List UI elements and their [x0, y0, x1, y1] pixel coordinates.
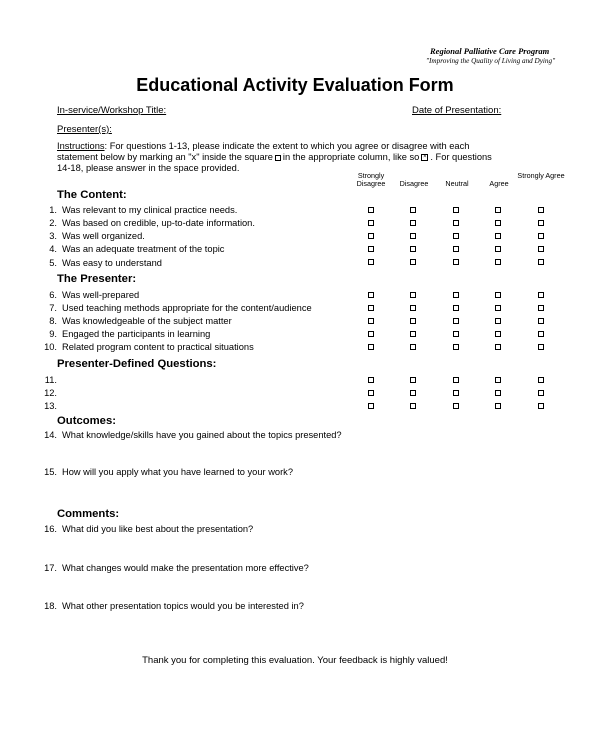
open-question: [36, 524, 253, 534]
rated-question: [36, 329, 210, 339]
section-presenter: The Presenter:: [57, 273, 137, 285]
empty-square-icon: [275, 155, 281, 161]
rating-checkbox[interactable]: [453, 331, 459, 337]
question-text: Related program content to practical situations: [62, 342, 254, 352]
rating-checkbox[interactable]: [368, 220, 374, 226]
rating-checkbox[interactable]: [538, 331, 544, 337]
rating-checkbox[interactable]: [410, 259, 416, 265]
form-title: Educational Activity Evaluation Form: [136, 75, 454, 95]
rating-checkbox[interactable]: [495, 377, 501, 383]
rating-checkbox[interactable]: [495, 292, 501, 298]
open-question: [36, 563, 309, 573]
rating-checkbox[interactable]: [368, 390, 374, 396]
rating-checkbox[interactable]: [368, 207, 374, 213]
instructions-label: Instructions: [57, 141, 105, 151]
rating-checkbox[interactable]: [453, 318, 459, 324]
rating-checkbox[interactable]: [538, 318, 544, 324]
question-number: 18.: [44, 601, 57, 611]
open-question: [36, 467, 293, 477]
rated-question: [36, 342, 254, 352]
rating-checkbox[interactable]: [368, 292, 374, 298]
section-comments: Comments:: [57, 508, 120, 520]
rating-checkbox[interactable]: [538, 259, 544, 265]
instructions-text-c: . For questions 14-18, please answer in the space provided.: [57, 152, 492, 173]
rating-checkbox[interactable]: [410, 246, 416, 252]
rating-checkbox[interactable]: [495, 233, 501, 239]
rating-checkbox[interactable]: [368, 344, 374, 350]
question-text: Was knowledgeable of the subject matter: [62, 316, 232, 326]
question-text: Engaged the participants in learning: [62, 329, 211, 339]
question-text: Was based on credible, up-to-date information.: [62, 218, 255, 228]
rating-checkbox[interactable]: [538, 344, 544, 350]
rating-checkbox[interactable]: [410, 403, 416, 409]
rated-question: [36, 303, 312, 313]
rating-checkbox[interactable]: [368, 246, 374, 252]
rating-checkbox[interactable]: [538, 377, 544, 383]
rated-question: [36, 375, 62, 385]
question-text: Was well-prepared: [62, 290, 140, 300]
rating-checkbox[interactable]: [538, 390, 544, 396]
rating-checkbox[interactable]: [453, 246, 459, 252]
workshop-title-field[interactable]: In-service/Workshop Title:: [57, 105, 167, 116]
question-text: What changes would make the presentation more effective?: [62, 563, 309, 573]
rated-question: [36, 218, 255, 228]
org-name: Regional Palliative Care Program: [430, 46, 550, 56]
open-question: [36, 430, 342, 440]
rated-question: [36, 244, 224, 254]
question-number: 12.: [44, 388, 57, 398]
rating-checkbox[interactable]: [538, 403, 544, 409]
question-number: 6.: [49, 290, 57, 300]
rating-checkbox[interactable]: [453, 259, 459, 265]
rating-checkbox[interactable]: [368, 331, 374, 337]
instructions-text-b: in the appropriate column, like so: [282, 152, 420, 162]
section-content: The Content:: [57, 189, 127, 201]
rating-checkbox[interactable]: [453, 220, 459, 226]
rating-checkbox[interactable]: [410, 331, 416, 337]
question-number: 9.: [49, 329, 57, 339]
rating-checkbox[interactable]: [495, 305, 501, 311]
col-agree: Agree: [489, 179, 509, 188]
rating-checkbox[interactable]: [538, 207, 544, 213]
rating-checkbox[interactable]: [495, 220, 501, 226]
rating-checkbox[interactable]: [410, 220, 416, 226]
rated-question: [36, 205, 237, 215]
rated-question: [36, 258, 162, 268]
rating-checkbox[interactable]: [495, 207, 501, 213]
question-number: 14.: [44, 430, 57, 440]
instructions-text-a: : For questions 1-13, please indicate the extent to which you agree or disagree with each statement below by marking an "x" inside the square: [57, 141, 470, 162]
rating-checkbox[interactable]: [410, 377, 416, 383]
rating-checkbox[interactable]: [538, 305, 544, 311]
question-text: Was an adequate treatment of the topic: [62, 244, 225, 254]
rated-question: [36, 388, 62, 398]
rating-checkbox[interactable]: [495, 246, 501, 252]
section-outcomes: Outcomes:: [57, 415, 117, 427]
question-text: Was well organized.: [62, 231, 145, 241]
org-tagline: "Improving the Quality of Living and Dying": [426, 57, 556, 65]
rating-checkbox[interactable]: [410, 344, 416, 350]
question-text: What knowledge/skills have you gained about the topics presented?: [62, 430, 342, 440]
rating-checkbox[interactable]: [538, 220, 544, 226]
rating-checkbox[interactable]: [368, 305, 374, 311]
rated-question: [36, 231, 145, 241]
question-number: 17.: [44, 563, 57, 573]
open-question: [36, 601, 304, 611]
rating-checkbox[interactable]: [410, 305, 416, 311]
question-text: What other presentation topics would you be interested in?: [62, 601, 304, 611]
rating-checkbox[interactable]: [495, 390, 501, 396]
col-strongly-disagree: Strongly Disagree: [356, 171, 386, 188]
rating-checkbox[interactable]: [453, 390, 459, 396]
rating-checkbox[interactable]: [410, 318, 416, 324]
rating-checkbox[interactable]: [495, 318, 501, 324]
rated-question: [36, 290, 139, 300]
rated-question: [36, 316, 232, 326]
rating-checkbox[interactable]: [453, 377, 459, 383]
rating-checkbox[interactable]: [368, 233, 374, 239]
question-number: 3.: [49, 231, 57, 241]
rating-checkbox[interactable]: [410, 207, 416, 213]
rating-checkbox[interactable]: [410, 292, 416, 298]
question-text: How will you apply what you have learned to your work?: [62, 467, 293, 477]
section-presenter-defined: Presenter-Defined Questions:: [57, 358, 217, 370]
question-text: Was easy to understand: [62, 258, 162, 268]
question-number: 13.: [44, 401, 57, 411]
rating-checkbox[interactable]: [453, 292, 459, 298]
rating-checkbox[interactable]: [453, 403, 459, 409]
question-text: What did you like best about the presentation?: [62, 524, 254, 534]
rating-checkbox[interactable]: [538, 246, 544, 252]
rating-checkbox[interactable]: [368, 259, 374, 265]
rating-checkbox[interactable]: [495, 344, 501, 350]
instructions: [57, 141, 497, 174]
rating-checkbox[interactable]: [368, 403, 374, 409]
rating-checkbox[interactable]: [410, 390, 416, 396]
question-number: 15.: [44, 467, 57, 477]
rating-checkbox[interactable]: [453, 344, 459, 350]
rated-question: [36, 401, 62, 411]
rating-checkbox[interactable]: [495, 259, 501, 265]
rating-checkbox[interactable]: [410, 233, 416, 239]
col-strongly-agree: Strongly Agree: [517, 171, 565, 180]
date-field[interactable]: Date of Presentation:: [412, 105, 502, 116]
rating-checkbox[interactable]: [495, 403, 501, 409]
footer-thank-you: Thank you for completing this evaluation. Your feedback is highly valued!: [142, 655, 448, 666]
question-number: 1.: [49, 205, 57, 215]
question-number: 10.: [44, 342, 57, 352]
question-number: 11.: [44, 375, 57, 385]
rating-checkbox[interactable]: [368, 377, 374, 383]
presenters-field[interactable]: Presenter(s):: [57, 124, 112, 135]
question-number: 16.: [44, 524, 57, 534]
rating-checkbox[interactable]: [368, 318, 374, 324]
question-text: Used teaching methods appropriate for the content/audience: [62, 303, 312, 313]
question-number: 7.: [49, 303, 57, 313]
question-text: Was relevant to my clinical practice needs.: [62, 205, 238, 215]
question-number: 4.: [49, 244, 57, 254]
col-disagree: Disagree: [399, 179, 429, 188]
rating-checkbox[interactable]: [495, 331, 501, 337]
col-neutral: Neutral: [445, 179, 469, 188]
question-number: 5.: [49, 258, 57, 268]
rating-checkbox[interactable]: [453, 207, 459, 213]
rating-checkbox[interactable]: [538, 233, 544, 239]
question-number: 2.: [49, 218, 57, 228]
checked-square-icon: ×: [423, 154, 427, 161]
rating-checkbox[interactable]: [453, 233, 459, 239]
rating-checkbox[interactable]: [453, 305, 459, 311]
question-number: 8.: [49, 316, 57, 326]
rating-checkbox[interactable]: [538, 292, 544, 298]
